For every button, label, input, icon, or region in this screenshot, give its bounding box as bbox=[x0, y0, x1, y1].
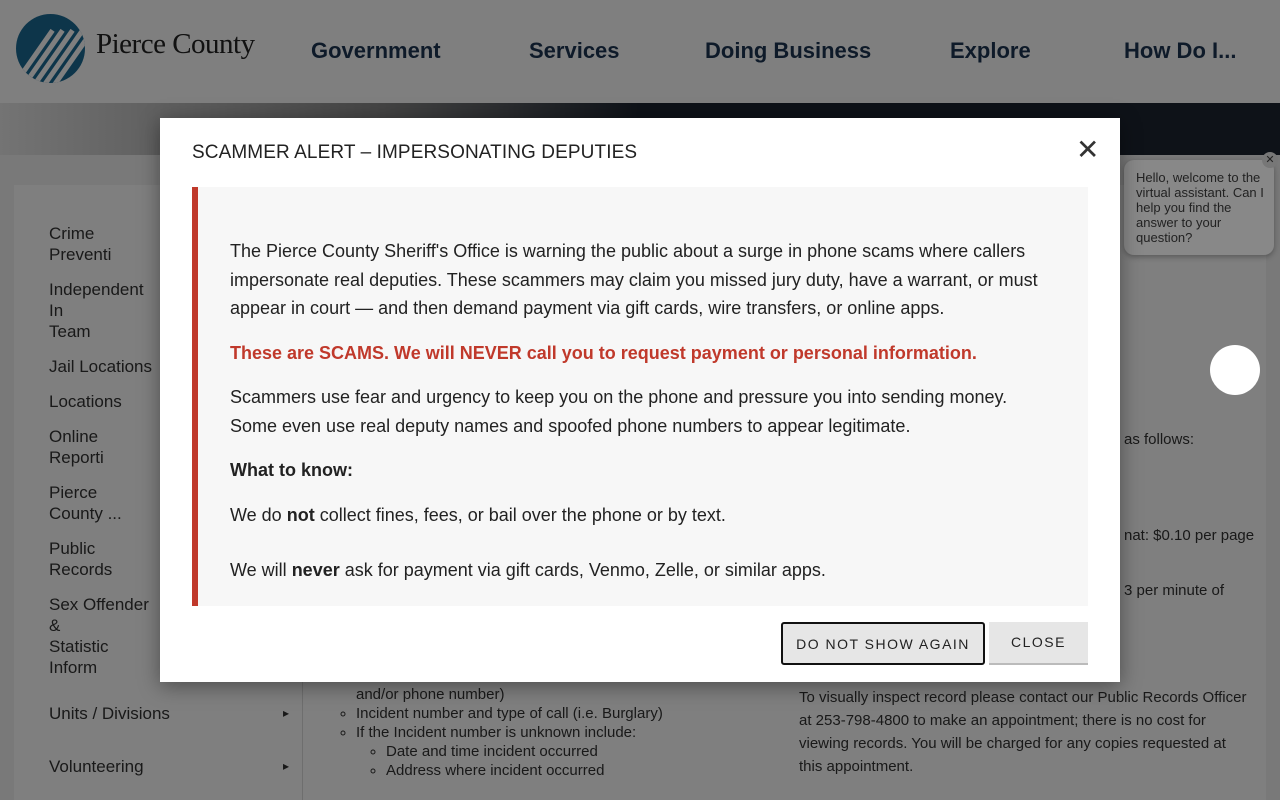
scam-warning: These are SCAMS. We will NEVER call you to request payment or personal information. bbox=[230, 342, 977, 363]
do-not-show-again-button[interactable]: DO NOT SHOW AGAIN bbox=[781, 622, 985, 665]
text: ask for payment via gift cards, Venmo, Zelle, or similar apps. bbox=[339, 560, 826, 580]
emphasis: never bbox=[291, 560, 340, 580]
modal-title: SCAMMER ALERT – IMPERSONATING DEPUTIES bbox=[192, 142, 638, 163]
text: We do bbox=[230, 504, 287, 525]
scam-alert-modal bbox=[160, 118, 1120, 682]
chat-launcher-button[interactable] bbox=[1210, 345, 1260, 395]
emphasis: not bbox=[286, 504, 315, 525]
what-to-know-heading: What to know: bbox=[230, 460, 353, 480]
know-item bbox=[230, 556, 1058, 585]
text: We will bbox=[230, 560, 292, 580]
alert-body bbox=[192, 187, 1088, 606]
know-item bbox=[230, 501, 1058, 530]
close-icon[interactable]: ✕ bbox=[1076, 134, 1100, 165]
chat-bubble[interactable]: Hello, welcome to the virtual assistant. Can I help you find the answer to your question? bbox=[1124, 160, 1274, 255]
alert-paragraph: The Pierce County Sheriff's Office is warning the public about a surge in phone scams where callers impersonate real deputies. These scammers may claim you missed jury duty, have a warrant, or must appear in court — and then demand payment via gift cards, wire transfers, or online apps. bbox=[230, 241, 1038, 318]
close-button[interactable]: CLOSE bbox=[989, 622, 1088, 665]
chat-close-icon[interactable]: ✕ bbox=[1262, 152, 1278, 168]
text: collect fines, fees, or bail over the phone or by text. bbox=[314, 504, 726, 525]
alert-paragraph: Scammers use fear and urgency to keep you on the phone and pressure you into sending money. Some even use real deputy names and spoofed phone numbers to appear legitimate. bbox=[230, 387, 1008, 436]
